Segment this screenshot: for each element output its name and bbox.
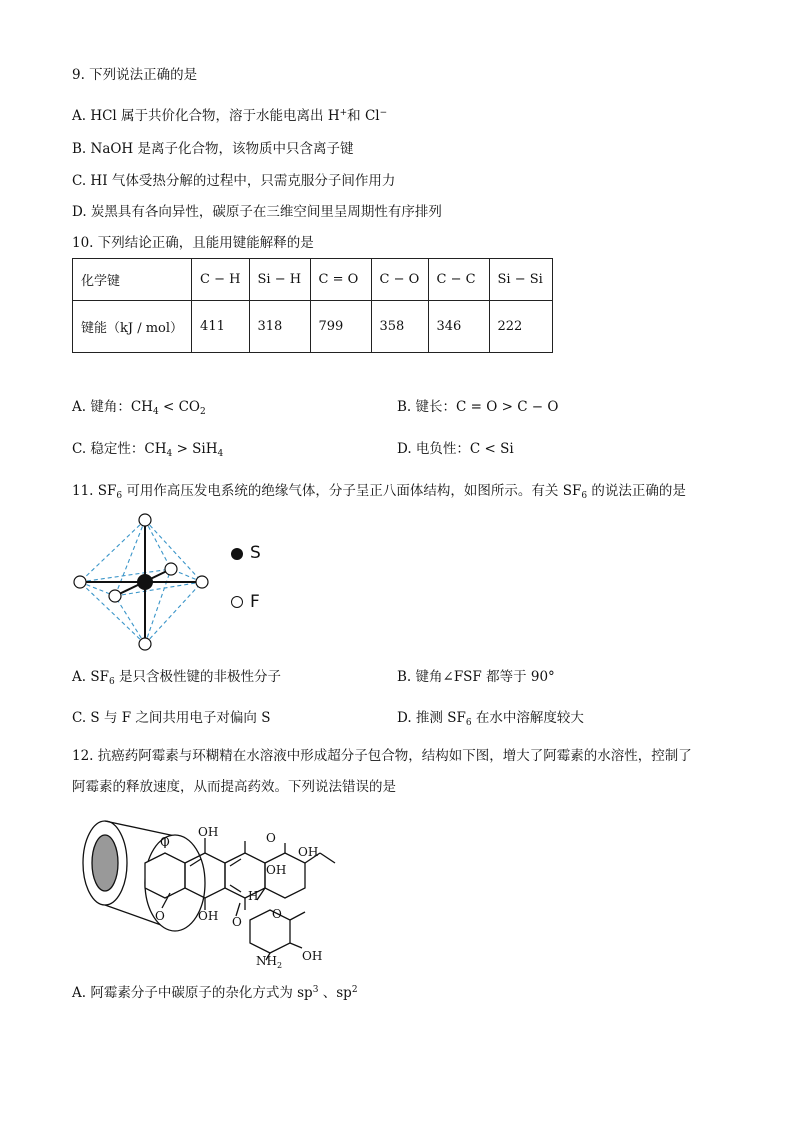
q11-stem-sub2: 6	[581, 491, 588, 501]
q11-a-sub: 6	[108, 677, 115, 687]
q11-d-pre: D. 推测 SF	[397, 710, 466, 726]
q11-stem	[72, 482, 686, 505]
sf6-octahedron-diagram	[70, 512, 220, 652]
fluorine-legend-marker	[231, 596, 243, 608]
table-header-cell: Si − Si	[489, 259, 552, 301]
q9-option-c: C. HI 气体受热分解的过程中，只需克服分子间作用力	[72, 173, 396, 189]
oh-label-3: OH	[266, 863, 287, 877]
q10-a-sub2: 2	[199, 407, 206, 417]
q10-c-sub1: 4	[166, 449, 173, 459]
table-cell: 799	[310, 301, 371, 353]
table-cell: 318	[249, 301, 310, 353]
q12-a-sup2: 2	[351, 985, 358, 995]
q11-d-sub: 6	[465, 718, 472, 728]
q11-stem-sub1: 6	[116, 491, 123, 501]
table-header-cell: C − H	[192, 259, 249, 301]
sulfur-legend-marker	[231, 548, 243, 560]
q11-a-pre: A. SF	[72, 669, 109, 685]
o-label-5: O	[155, 909, 165, 923]
table-header-cell: Si − H	[249, 259, 310, 301]
q9-option-d: D. 炭黑具有各向异性，碳原子在三维空间里呈周期性有序排列	[72, 204, 442, 220]
q9-a-sup1: +	[339, 108, 348, 118]
table-row	[73, 259, 553, 301]
q9-a-text: A. HCl 属于共价化合物，溶于水能电离出 H	[72, 108, 340, 124]
q11-stem-mid: 可用作高压发电系统的绝缘气体，分子呈正八面体结构，如图所示。有关 SF	[122, 483, 582, 499]
q11-option-b: B. 键角∠FSF 都等于 90°	[397, 669, 555, 685]
q10-option-a	[72, 398, 206, 421]
sulfur-legend-label: S	[250, 543, 261, 563]
q11-option-d	[397, 709, 584, 732]
nh2-subscript: 2	[276, 961, 283, 968]
q9-a-mid: 和 Cl	[347, 108, 380, 124]
q10-option-d: D. 电负性：C < Si	[397, 441, 514, 457]
q9-stem: 9. 下列说法正确的是	[72, 67, 198, 83]
o-label-4: O	[160, 835, 170, 849]
o-label-1: O	[266, 831, 276, 845]
q12-a-text: A. 阿霉素分子中碳原子的杂化方式为 sp	[72, 985, 313, 1001]
oh-label-5: OH	[302, 949, 323, 963]
table-cell: 411	[192, 301, 249, 353]
q12-option-a	[72, 981, 358, 1002]
q10-a-mid: < CO	[158, 399, 200, 415]
doxorubicin-cyclodextrin-structure	[70, 808, 350, 968]
q11-a-post: 是只含极性键的非极性分子	[114, 669, 281, 685]
q9-a-sup2: −	[379, 108, 388, 118]
q9-option-a	[72, 104, 387, 125]
table-header-cell: 化学键	[73, 259, 192, 301]
q11-stem-pre: 11. SF	[72, 483, 117, 499]
table-header-cell: C = O	[310, 259, 371, 301]
oh-label-2: OH	[298, 845, 319, 859]
table-row-label: 键能（kJ / mol）	[73, 301, 192, 353]
q12-a-mid: 、sp	[318, 985, 352, 1001]
q10-option-c	[72, 440, 223, 463]
table-row	[73, 301, 553, 353]
q10-a-text: A. 键角：CH	[72, 399, 153, 415]
q10-c-sub2: 4	[217, 449, 224, 459]
q9-option-b: B. NaOH 是离子化合物，该物质中只含离子键	[72, 141, 354, 157]
q10-a-sub1: 4	[152, 407, 159, 417]
oh-label-4: OH	[198, 909, 219, 923]
q10-c-text: C. 稳定性：CH	[72, 441, 167, 457]
h-label: H	[248, 889, 259, 903]
table-cell: 346	[428, 301, 489, 353]
o-label-2: O	[232, 915, 242, 929]
q12-a-sup1: 3	[312, 985, 319, 995]
nh2-label	[256, 954, 282, 968]
q11-d-post: 在水中溶解度较大	[471, 710, 584, 726]
table-cell: 358	[371, 301, 428, 353]
fluorine-legend-label: F	[250, 592, 260, 612]
q10-option-b: B. 键长：C = O > C − O	[397, 399, 559, 415]
table-cell: 222	[489, 301, 552, 353]
q10-stem: 10. 下列结论正确，且能用键能解释的是	[72, 235, 314, 251]
table-header-cell: C − C	[428, 259, 489, 301]
table-header-cell: C − O	[371, 259, 428, 301]
bond-energy-table	[72, 258, 553, 353]
q10-c-mid: > SiH	[172, 441, 218, 457]
q11-option-c: C. S 与 F 之间共用电子对偏向 S	[72, 710, 271, 726]
nh2-text: NH	[256, 954, 277, 968]
oh-label-1: OH	[198, 825, 219, 839]
q11-option-a	[72, 668, 281, 691]
o-label-3: O	[272, 907, 282, 921]
q11-stem-post: 的说法正确的是	[587, 483, 686, 499]
q12-stem-line1: 12. 抗癌药阿霉素与环糊精在水溶液中形成超分子包合物，结构如下图，增大了阿霉素的水溶性，控制了	[72, 748, 692, 764]
q12-stem-line2: 阿霉素的释放速度，从而提高药效。下列说法错误的是	[72, 779, 396, 795]
